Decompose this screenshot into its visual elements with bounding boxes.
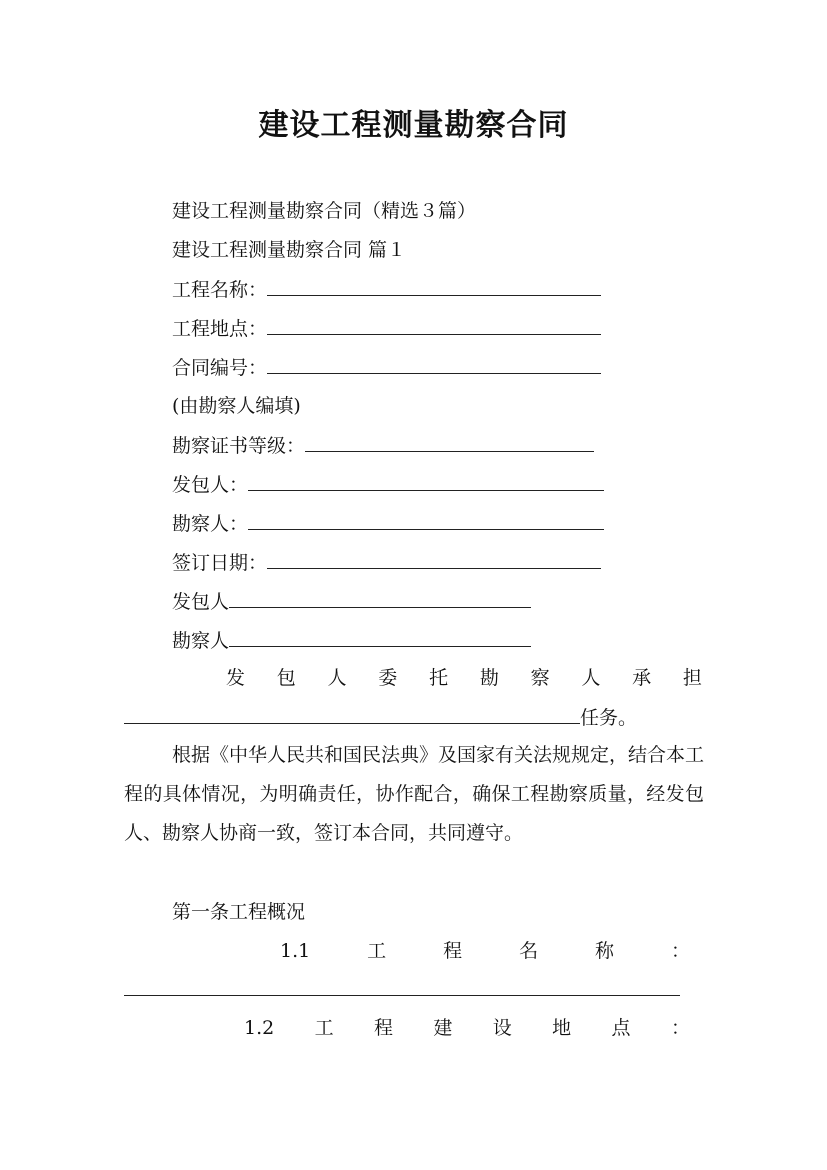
part-heading: 建设工程测量勘察合同 篇１ <box>172 239 407 261</box>
client-blank <box>248 470 604 491</box>
item-char: 建 <box>433 1017 453 1039</box>
project-name-field <box>172 275 601 304</box>
item-char: 工 <box>367 940 387 962</box>
commission-char: 包 <box>276 667 296 689</box>
surveyor-signature-label: 勘察人 <box>172 630 230 652</box>
preamble-paragraph: 根据《中华人民共和国民法典》及国家有关法规规定，结合本工程的具体情况，为明确责任，协作配合，确保工程勘察质量，经发包人、勘察人协商一致，签订本合同，共同遵守。 <box>124 744 705 844</box>
document-title: 建设工程测量勘察合同 <box>258 108 569 143</box>
item-1-1-blank <box>124 995 680 996</box>
surveyor-field <box>172 509 604 538</box>
sign-date-field <box>172 548 601 577</box>
cert-level-label: 勘察证书等级： <box>172 435 306 457</box>
task-line <box>124 703 637 732</box>
item-char: 名 <box>519 940 539 962</box>
task-blank <box>124 703 580 724</box>
project-name-label: 工程名称： <box>172 279 268 301</box>
client-signature-blank <box>229 587 531 608</box>
item-char: 程 <box>373 1017 393 1039</box>
item-number: 1.1 <box>280 940 311 962</box>
contract-number-field <box>172 353 601 382</box>
commission-char: 担 <box>682 667 702 689</box>
commission-char: 承 <box>632 667 652 689</box>
article-1-title: 第一条工程概况 <box>172 901 306 923</box>
compiled-note: (由勘察人编填) <box>172 395 301 417</box>
commission-char: 人 <box>327 667 347 689</box>
item-char: ： <box>670 940 690 962</box>
item-char: ： <box>670 1017 690 1039</box>
item-number: 1.2 <box>244 1017 275 1039</box>
cert-level-field <box>172 431 594 460</box>
item-1-1 <box>280 937 690 965</box>
commission-char: 察 <box>530 667 550 689</box>
commission-char: 发 <box>226 667 246 689</box>
client-signature <box>172 587 531 616</box>
sign-date-blank <box>267 548 601 569</box>
project-location-field <box>172 314 601 343</box>
document-subtitle: 建设工程测量勘察合同（精选３篇） <box>172 200 477 222</box>
task-suffix: 任务。 <box>580 707 638 729</box>
project-name-blank <box>267 275 601 296</box>
commission-char: 人 <box>581 667 601 689</box>
item-char: 称 <box>595 940 615 962</box>
surveyor-blank <box>248 509 604 530</box>
cert-level-blank <box>305 431 594 452</box>
commission-char: 委 <box>378 667 398 689</box>
client-signature-label: 发包人 <box>172 591 230 613</box>
contract-number-blank <box>267 353 601 374</box>
item-char: 地 <box>552 1017 572 1039</box>
item-char: 设 <box>492 1017 512 1039</box>
client-field <box>172 470 604 499</box>
commission-char: 勘 <box>479 667 499 689</box>
project-location-blank <box>267 314 601 335</box>
item-char: 程 <box>443 940 463 962</box>
commission-line <box>226 664 702 692</box>
client-label: 发包人： <box>172 474 249 496</box>
item-char: 点 <box>611 1017 631 1039</box>
surveyor-label: 勘察人： <box>172 513 249 535</box>
sign-date-label: 签订日期： <box>172 552 268 574</box>
commission-char: 托 <box>429 667 449 689</box>
item-1-2 <box>244 1014 690 1042</box>
surveyor-signature-blank <box>229 626 531 647</box>
project-location-label: 工程地点： <box>172 318 268 340</box>
contract-number-label: 合同编号： <box>172 357 268 379</box>
item-char: 工 <box>314 1017 334 1039</box>
surveyor-signature <box>172 626 531 655</box>
